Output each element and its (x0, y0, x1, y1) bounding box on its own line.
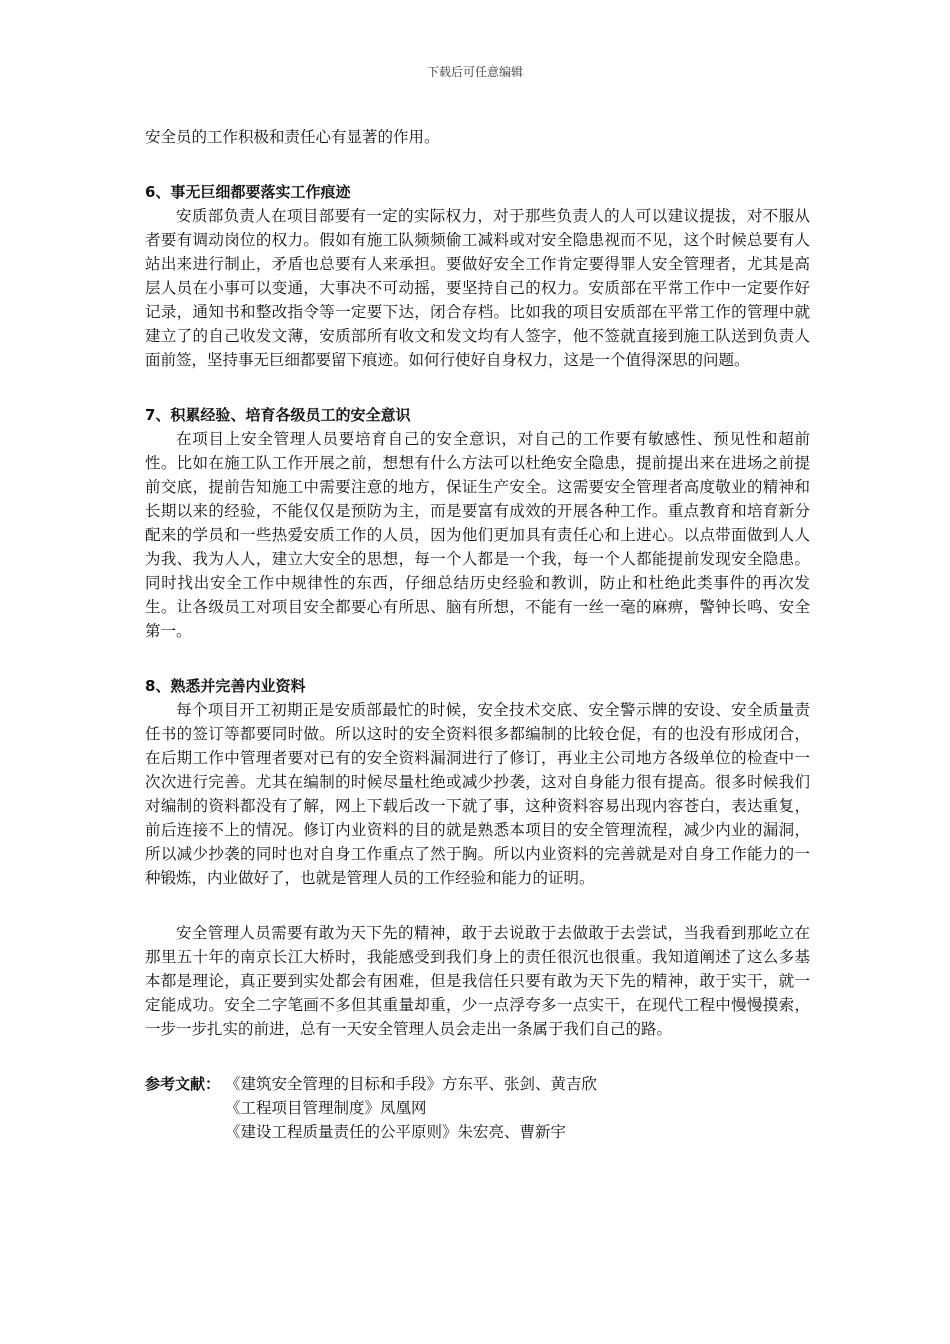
section-7-title: 7、积累经验、培育各级员工的安全意识 (145, 406, 411, 424)
section-7-paragraph: 在项目上安全管理人员要培育自己的安全意识，对自己的工作要有敏感性、预见性和超前性。比如在施工队工作开展之前，想想有什么方法可以杜绝安全隐患，提前提出来在进场之前提前交底，提前告知施工中需要注意的地方，保证生产安全。这需要安全管理者高度敬业的精神和长期以来的经验，不能仅仅是预防为主，而是要富有成效的开展各种工作。重点教育和培育新分配来的学员和一些热爱安质工作的人员，因为他们更加具有责任心和上进心。以点带面做到人人为我、我为人人，建立大安全的思想，每一个人都是一个我，每一个人都能提前发现安全隐患。同时找出安全工作中规律性的东西，仔细总结历史经验和教训，防止和杜绝此类事件的再次发生。让各级员工对项目安全都要心有所思、脑有所想，不能有一丝一毫的麻痹，警钟长鸣、安全第一。 (145, 430, 810, 640)
conclusion-paragraph: 安全管理人员需要有敢为天下先的精神，敢于去说敢于去做敢于去尝试，当我看到那屹立在那里五十年的南京长江大桥时，我能感受到我们身上的责任很沉也很重。我知道阐述了这么多基本都是理论，真正要到实处都会有困难，但是我信任只要有敢为天下先的精神，敢于实干，就一定能成功。安全二字笔画不多但其重量却重，少一点浮夸多一点实干，在现代工程中慢慢摸索，一步一步扎实的前进，总有一天安全管理人员会走出一条属于我们自己的路。 (145, 924, 810, 1038)
page-header: 下载后可任意编辑 (426, 65, 523, 79)
document-body (145, 125, 810, 1144)
section-8-title: 8、熟悉并完善内业资料 (145, 677, 306, 695)
reference-item-2: 《工程项目管理制度》凤凰网 (225, 1099, 427, 1117)
references (145, 1072, 810, 1144)
reference-item-3: 《建设工程质量责任的公平原则》朱宏亮、曹新宇 (225, 1123, 567, 1141)
section-6-paragraph: 安质部负责人在项目部要有一定的实际权力，对于那些负责人的人可以建议提拔，对不服从者要有调动岗位的权力。假如有施工队频频偷工减料或对安全隐患视而不见，这个时候总要有人站出来进行制止，矛盾也总要有人来承担。要做好安全工作肯定要得罪人安全管理者，尤其是高层人员在小事可以变通，大事决不可动摇，要坚持自己的权力。安质部在平常工作中一定要作好记录，通知书和整改指令等一定要下达，闭合存档。比如我的项目安质部在平常工作的管理中就建立了的自己收发文薄，安质部所有收文和发文均有人签字，他不签就直接到施工队送到负责人面前签，坚持事无巨细都要留下痕迹。如何行使好自身权力，这是一个值得深思的问题。 (145, 207, 810, 369)
section-8-paragraph: 每个项目开工初期正是安质部最忙的时候，安全技术交底、安全警示牌的安设、安全质量责任书的签订等都要同时做。所以这时的安全资料很多都编制的比较仓促，有的也没有形成闭合，在后期工作中管理者要对已有的安全资料漏洞进行了修订，再业主公司地方各级单位的检查中一次次进行完善。尤其在编制的时候尽量杜绝或减少抄袭，这对自身能力很有提高。很多时候我们对编制的资料都没有了解，网上下载后改一下就了事，这种资料容易出现内容苍白，表达重复，前后连接不上的情况。修订内业资料的目的就是熟悉本项目的安全管理流程，减少内业的漏洞，所以减少抄袭的同时也对自身工作重点了然于胸。所以内业资料的完善就是对自身工作能力的一种锻炼，内业做好了，也就是管理人员的工作经验和能力的证明。 (145, 701, 810, 887)
references-label: 参考文献： (145, 1075, 221, 1093)
reference-item-1: 《建筑安全管理的目标和手段》方东平、张剑、黄吉欣 (225, 1075, 598, 1093)
section-6-title: 6、事无巨细都要落实工作痕迹 (145, 183, 351, 201)
intro-paragraph: 安全员的工作积极和责任心有显著的作用。 (145, 128, 440, 146)
